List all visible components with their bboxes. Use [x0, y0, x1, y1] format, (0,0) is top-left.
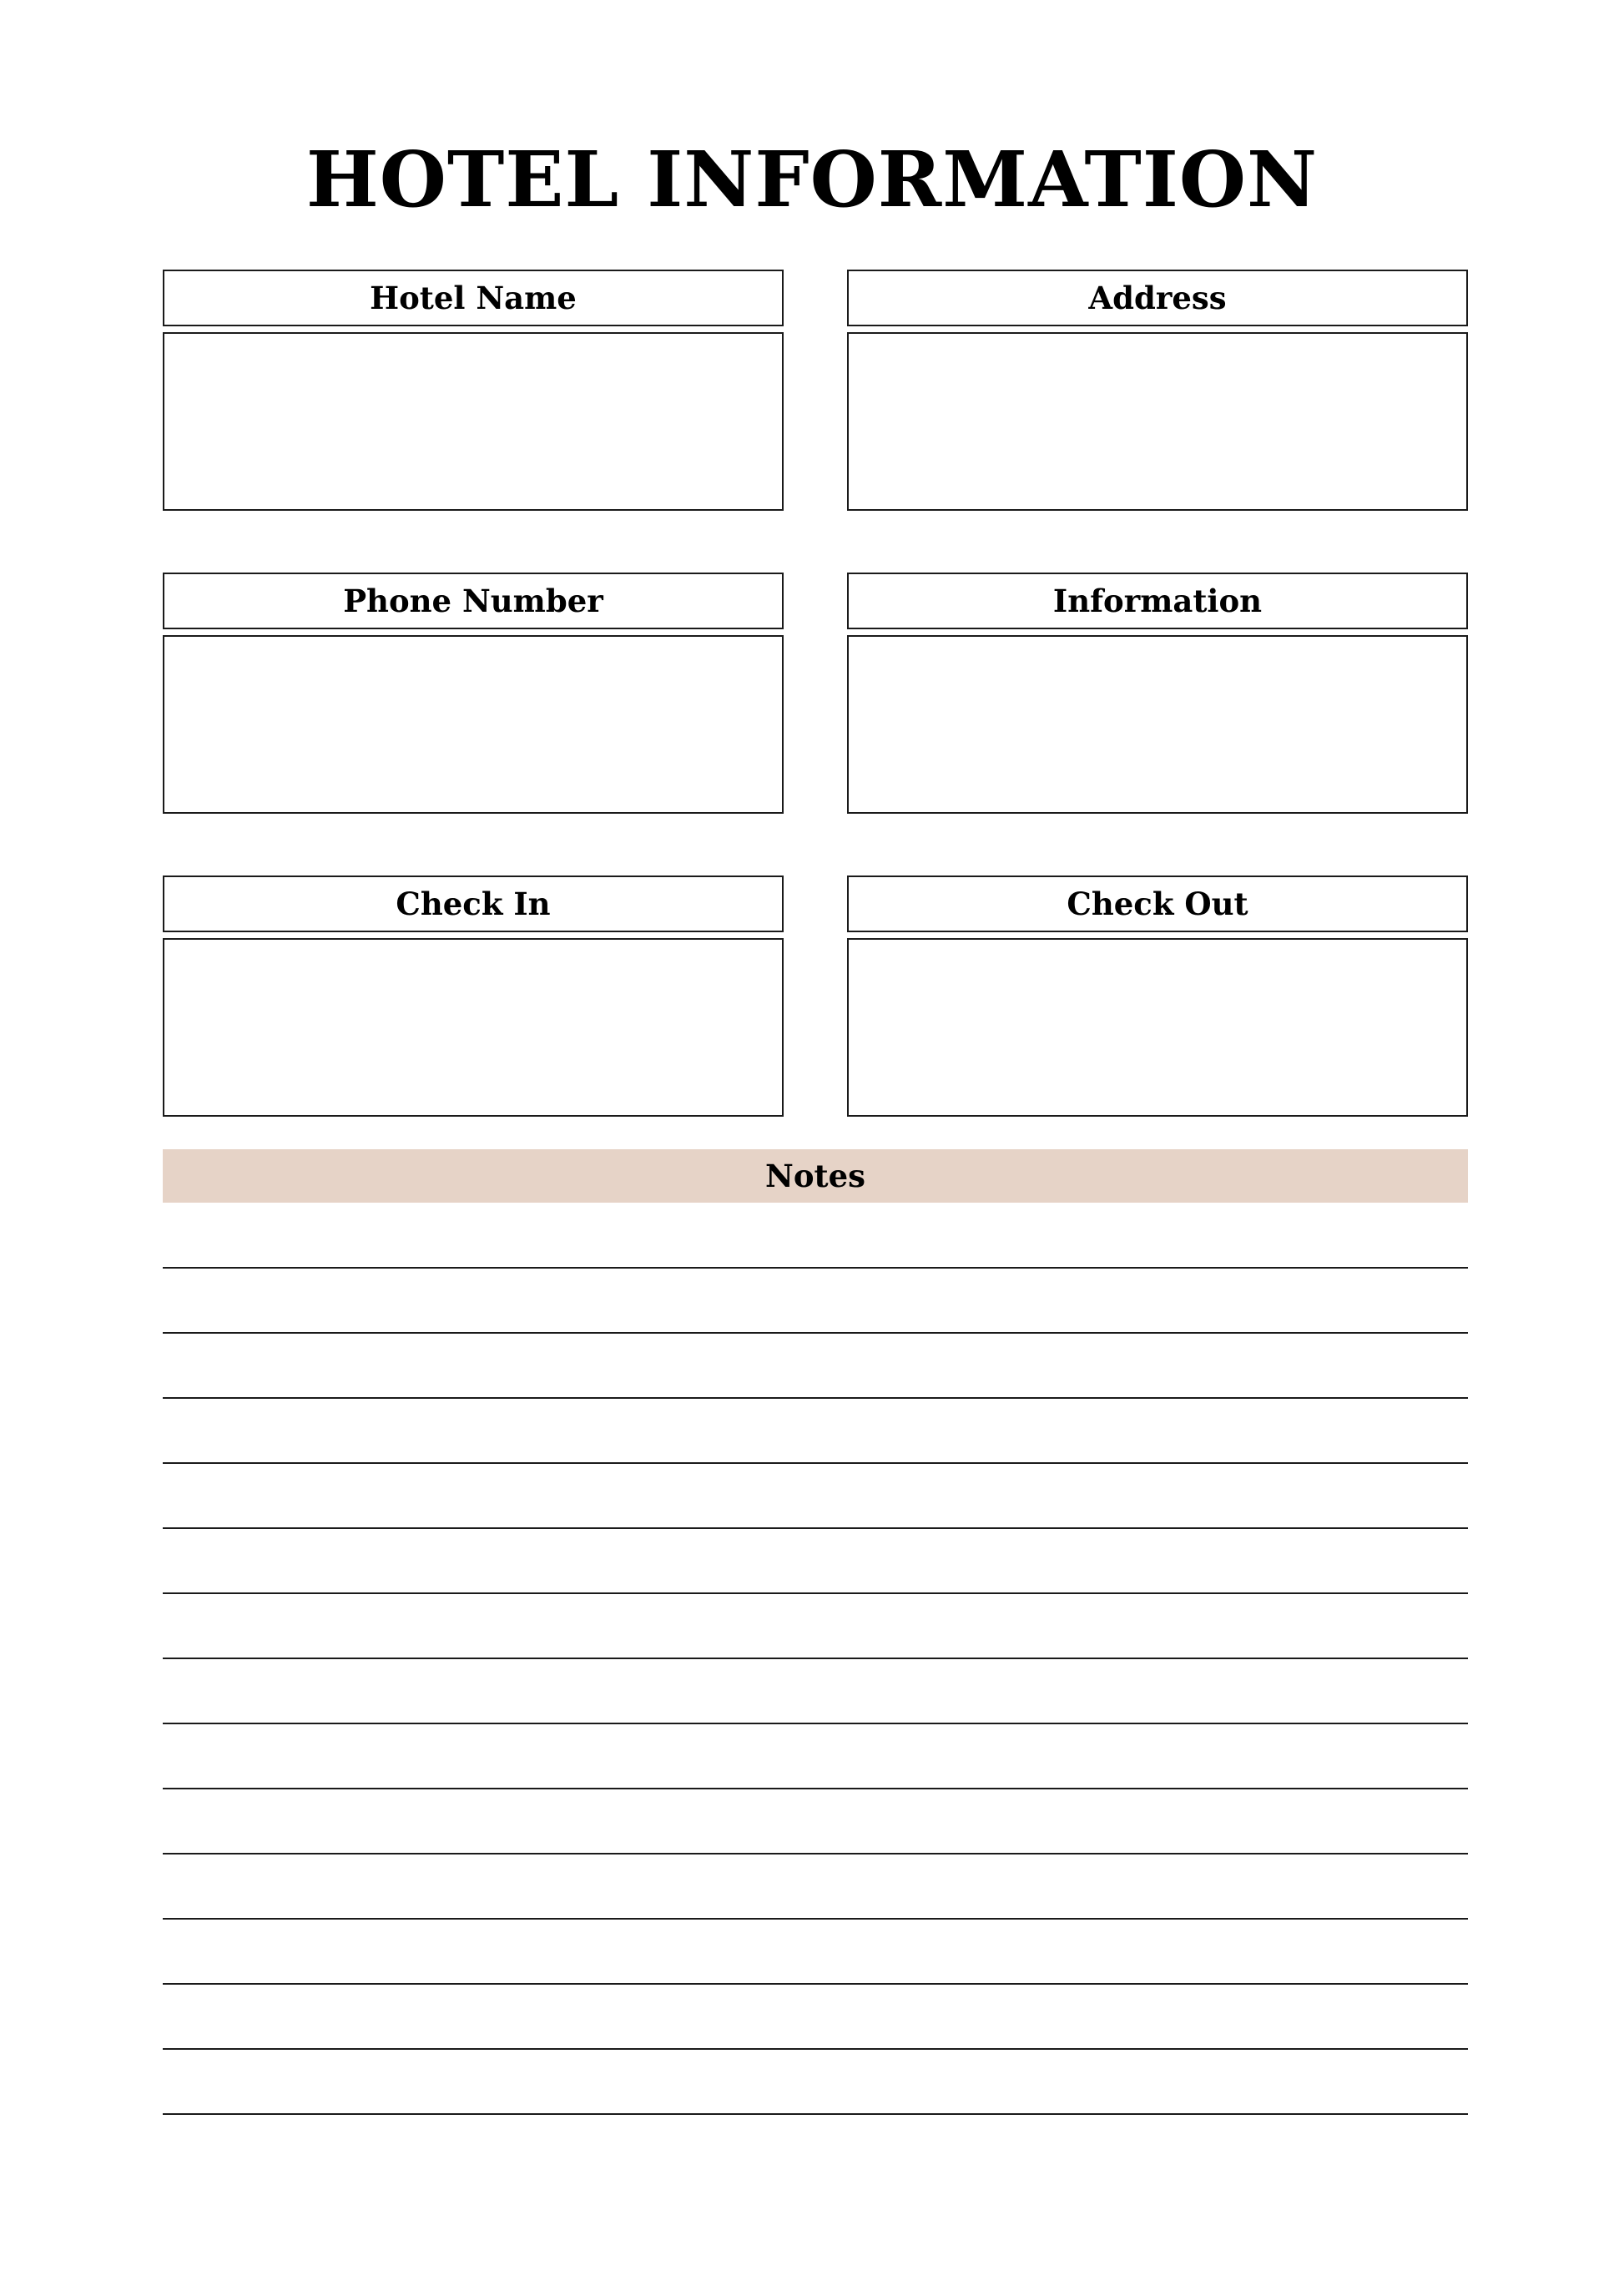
check-out-input[interactable]	[847, 938, 1468, 1117]
phone-number-label: Phone Number	[163, 573, 784, 629]
check-out-label: Check Out	[847, 876, 1468, 932]
note-line[interactable]	[163, 1529, 1468, 1594]
note-line[interactable]	[163, 1724, 1468, 1789]
information-input[interactable]	[847, 635, 1468, 814]
note-line[interactable]	[163, 2050, 1468, 2115]
notes-header: Notes	[163, 1149, 1468, 1203]
information-label: Information	[847, 573, 1468, 629]
page-title: HOTEL INFORMATION	[305, 134, 1319, 225]
note-line[interactable]	[163, 1789, 1468, 1854]
hotel-name-input[interactable]	[163, 332, 784, 511]
phone-number-field	[163, 573, 784, 814]
note-line[interactable]	[163, 1594, 1468, 1659]
address-label: Address	[847, 270, 1468, 326]
information-field	[847, 573, 1468, 814]
check-out-field	[847, 876, 1468, 1117]
address-field	[847, 270, 1468, 511]
notes-lines[interactable]	[163, 1267, 1468, 2115]
note-line[interactable]	[163, 1854, 1468, 1920]
note-line[interactable]	[163, 1920, 1468, 1985]
hotel-name-field	[163, 270, 784, 511]
hotel-name-label: Hotel Name	[163, 270, 784, 326]
note-line[interactable]	[163, 1985, 1468, 2050]
phone-number-input[interactable]	[163, 635, 784, 814]
address-input[interactable]	[847, 332, 1468, 511]
note-line[interactable]	[163, 1464, 1468, 1529]
check-in-input[interactable]	[163, 938, 784, 1117]
check-in-field	[163, 876, 784, 1117]
note-line[interactable]	[163, 1334, 1468, 1399]
note-line[interactable]	[163, 1659, 1468, 1724]
note-line[interactable]	[163, 1399, 1468, 1464]
check-in-label: Check In	[163, 876, 784, 932]
note-line[interactable]	[163, 1269, 1468, 1334]
